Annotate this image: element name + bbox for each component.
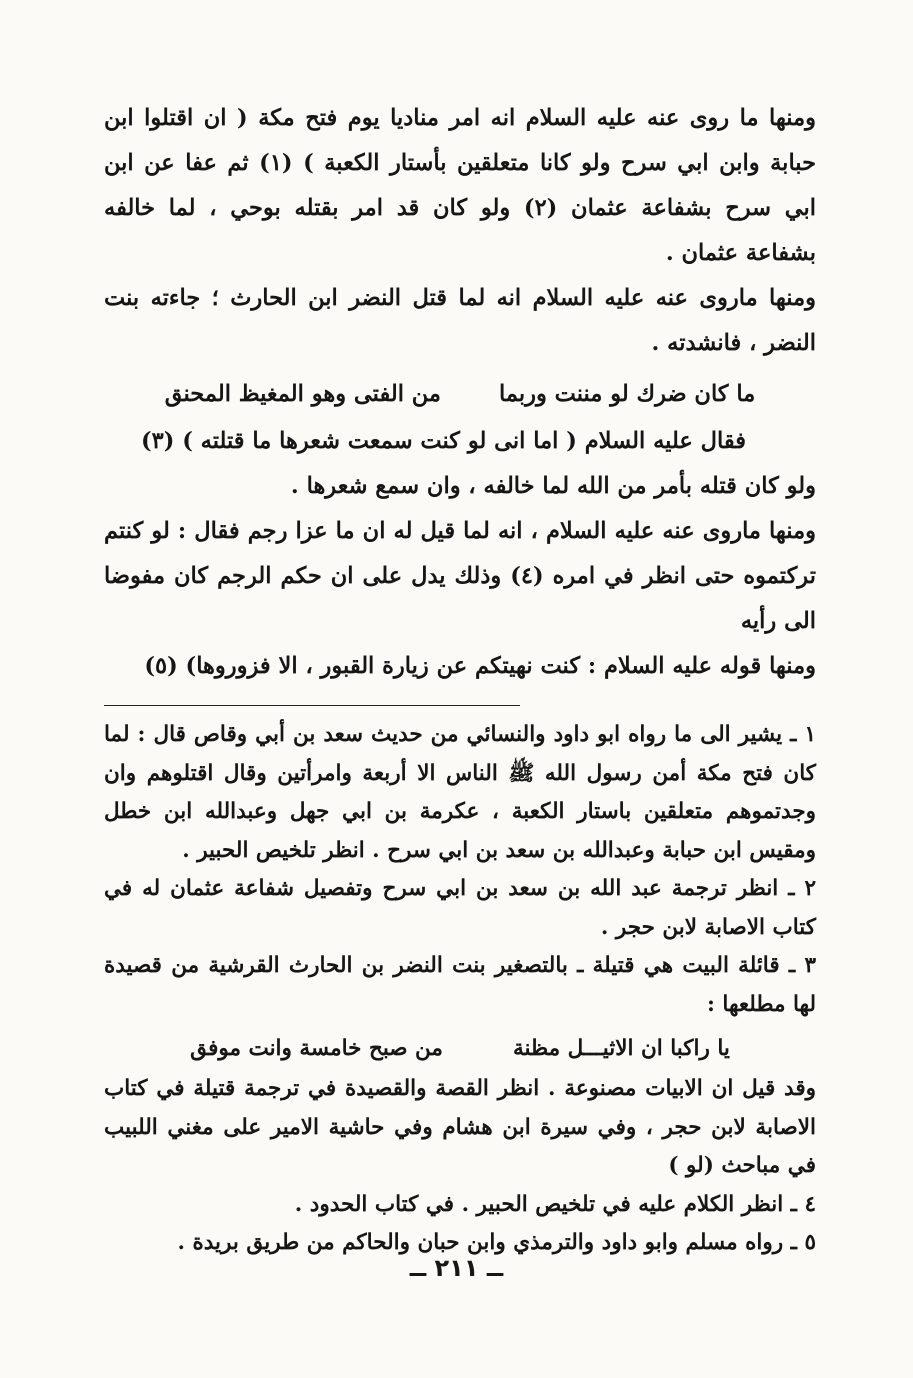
page-number: ــ ٢١١ ــ <box>409 1254 504 1282</box>
paragraph-1: ومنها ما روى عنه عليه السلام انه امر مناديا يوم فتح مكة ( ان اقتلوا ابن حبابة وابن ابي سرح ولو كانا متعلقين بأستار الكعبة ) (١) ثم عفا عن ابن ابي سرح بشفاعة عثمان (٢) ولو كان قد امر بقتله بوحي ، لما خالفه بشفاعة عثمان . <box>104 105 816 266</box>
footnote-2: ٢ ـ انظر ترجمة عبد الله بن سعد بن ابي سرح وتفصيل شفاعة عثمان له في كتاب الاصابة لابن حجر . <box>104 876 816 940</box>
paragraph-3: ومنها ماروى عنه عليه السلام ، انه لما قيل له ان ما عزا رجم فقال : لو كنتم تركتموه حتى انظر في امره (٤) وذلك يدل على ان حكم الرجم كان مفوضا الى رأيه <box>104 518 816 634</box>
verse-1-second-hemistich: من الفتى وهو المغيظ المحنق <box>164 381 441 407</box>
verse-couplet-1 <box>104 372 816 417</box>
footnote-3: ٣ ـ قائلة البيت هي قتيلة ـ بالتصغير بنت النضر بن الحارث القرشية من قصيدة لها مطلعها : <box>104 953 816 1017</box>
footnotes <box>104 716 816 1263</box>
paragraph-4: ومنها قوله عليه السلام : كنت نهيتكم عن زيارة القبور ، الا فزوروها) (٥) <box>144 653 816 679</box>
prophet-reply: فقال عليه السلام ( اما انى لو كنت سمعت شعرها ما قتلته ) (٣) <box>140 428 746 454</box>
page-content <box>104 96 816 1263</box>
verse-2-first-hemistich: يا راكبا ان الاثيـــل مظنة <box>512 1036 730 1061</box>
footnote-1: ١ ـ يشير الى ما رواه ابو داود والنسائي من حديث سعد بن أبي وقاص قال : لما كان فتح مكة أمن رسول الله ﷺ الناس الا أربعة وامرأتين وقال اقتلوهم وان وجدتموهم متعلقين باستار الكعبة ، عكرمة بن ابي جهل وعبدالله ابن خطل ومقيس ابن حبابة وعبدالله بن سعد بن ابي سرح . انظر تلخيص الحبير . <box>104 722 816 863</box>
paragraph-2: ومنها ماروى عنه عليه السلام انه لما قتل النضر ابن الحارث ؛ جاءته بنت النضر ، فانشدته . <box>104 285 816 356</box>
footnote-separator <box>104 689 816 716</box>
main-text <box>104 96 816 689</box>
footnote-3-continuation: وقد قيل ان الابيات مصنوعة . انظر القصة والقصيدة في ترجمة قتيلة في كتاب الاصابة لابن حجر ، وفي سيرة ابن هشام وفي حاشية الامير على مغني اللبيب في مباحث (لو ) <box>104 1076 816 1178</box>
verse-1-first-hemistich: ما كان ضرك لو مننت وربما <box>498 381 756 407</box>
footnote-4: ٤ ـ انظر الكلام عليه في تلخيص الحبير . في كتاب الحدود . <box>294 1191 816 1217</box>
footnote-5: ٥ ـ رواه مسلم وابو داود والترمذي وابن حبان والحاكم من طريق بريدة . <box>177 1230 816 1255</box>
reply-commentary: ولو كان قتله بأمر من الله لما خالفه ، وان سمع شعرها . <box>290 473 816 499</box>
verse-2-second-hemistich: من صبح خامسة وانت موفق <box>190 1036 443 1061</box>
verse-couplet-2 <box>104 1028 816 1070</box>
